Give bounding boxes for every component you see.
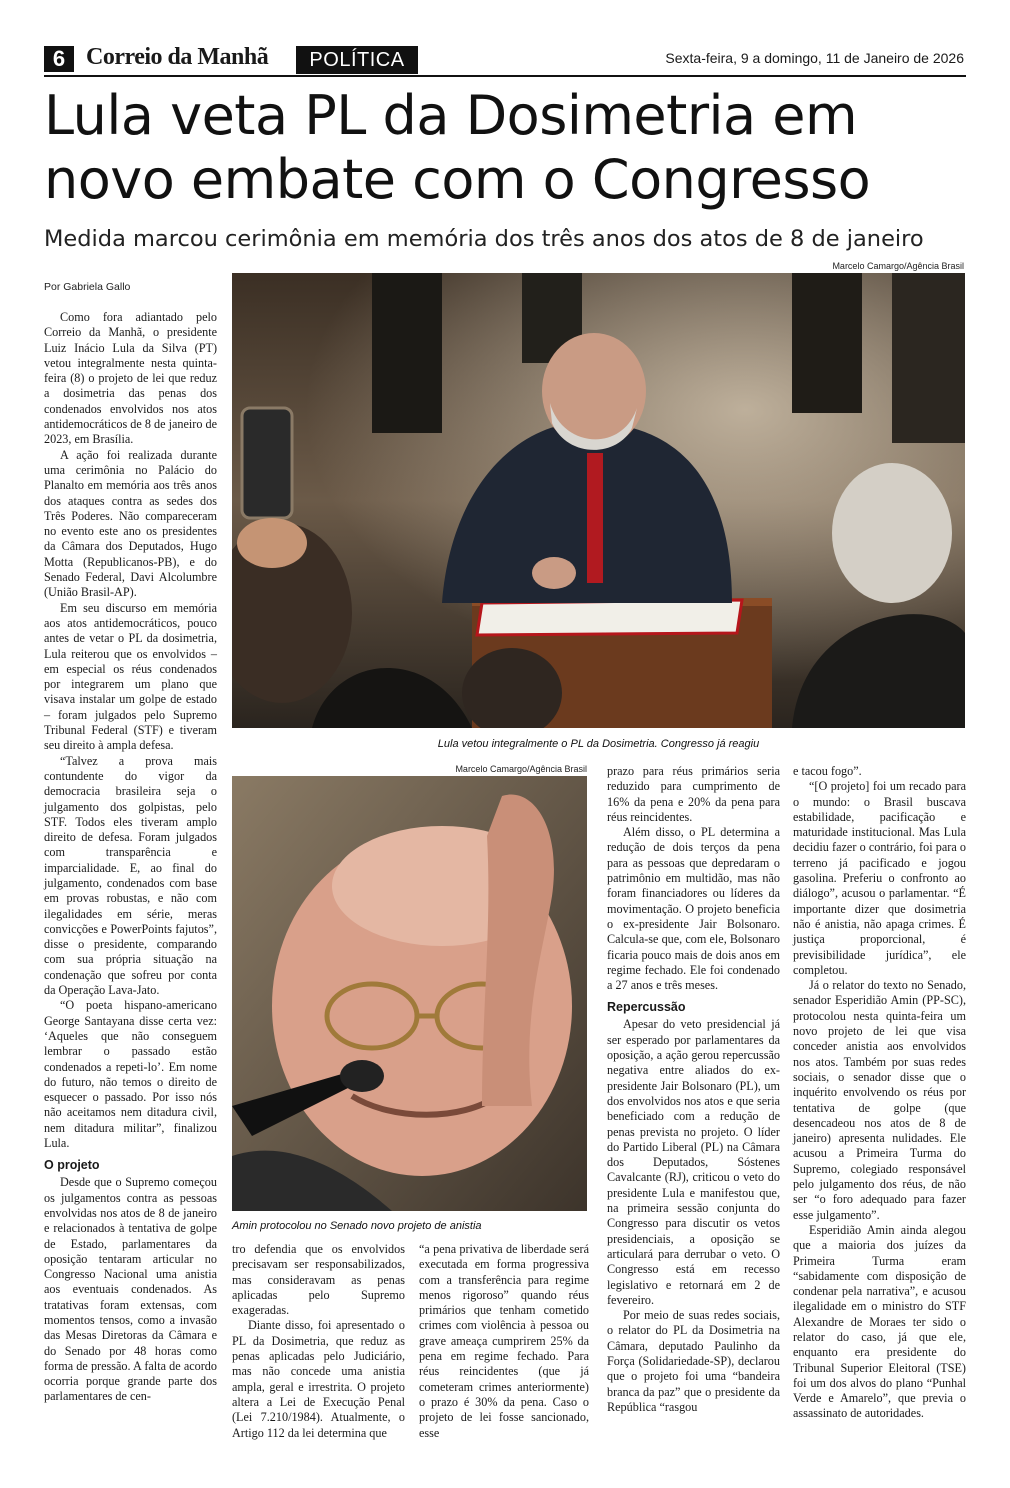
body-column-1 <box>44 310 217 1450</box>
second-photo-image <box>232 776 587 1211</box>
paragraph: Por meio de suas redes sociais, o relator do PL da Dosimetria na Câmara, deputado Paulinho da Força (Solidariedade-SP), declarou que o projeto foi uma “bandeira branca da paz” que o presidente da República “rasgou <box>607 1308 780 1414</box>
paragraph: e tacou fogo”. <box>793 764 862 778</box>
second-photo-credit: Marcelo Camargo/Agência Brasil <box>455 764 587 774</box>
second-photo-caption: Amin protocolou no Senado novo projeto de anistia <box>232 1220 482 1232</box>
paragraph: “O poeta hispano-americano George Santayana disse certa vez: ‘Aqueles que não conseguem lembrar o passado estão condenados a repeti-lo’. Em nome do futuro, não temos o direito de esquecer o passado. Por isso nós não aceitamos nem ditadura civil, nem ditadura militar”, finalizou Lula. <box>44 998 217 1151</box>
paragraph: prazo para réus primários seria reduzido para cumprimento de 16% da pena e 20% da pena para réus reincidentes. <box>607 764 780 824</box>
section-label: POLÍTICA <box>296 46 418 74</box>
paragraph: Apesar do veto presidencial já ser esperado por parlamentares da oposição, a ação gerou repercussão negativa entre aliados do ex-presidente Jair Bolsonaro (PL), um dos envolvidos nos atos e que seria beneficiado com a redução de penas prevista no projeto. O líder do Partido Liberal (PL) na Câmara dos Deputados, Sóstenes Cavalcante (RJ), criticou o veto do presidente Lula e manifestou que, na primeira sessão conjunta do Congresso para discutir os vetos presidenciais, a oposição se articulará para derrubar o veto. O Congresso está em recesso legislativo e retornará em 2 de fevereiro. <box>607 1017 780 1307</box>
masthead-logo: Correio da Manhã <box>86 44 269 70</box>
second-photo <box>232 776 587 1211</box>
page-number: 6 <box>44 46 74 72</box>
main-photo-credit: Marcelo Camargo/Agência Brasil <box>832 261 964 271</box>
paragraph: A ação foi realizada durante uma cerimônia no Palácio do Planalto em memória aos três anos dos ataques contra as sedes dos Três Poderes. Não compareceram no evento este ano os presidentes da Câmara dos Deputados, Hugo Motta (Republicanos-PB), e do Senado Federal, Davi Alcolumbre (União Brasil-AP). <box>44 447 217 600</box>
byline: Por Gabriela Gallo <box>44 281 131 293</box>
body-column-4 <box>607 764 780 1454</box>
subheading: Repercussão <box>607 1000 686 1015</box>
main-photo-caption: Lula vetou integralmente o PL da Dosimetria. Congresso já reagiu <box>437 738 760 750</box>
paragraph: tro defendia que os envolvidos precisavam ser responsabilizados, mas consideravam as penas aplicadas pelo Supremo exageradas. <box>232 1242 405 1318</box>
paragraph: Em seu discurso em memória aos atos antidemocráticos, pouco antes de vetar o PL da dosimetria, Lula reiterou que os envolvidos – em especial os réus condenados por integrarem um plano que visava instalar um golpe de estado – foram julgados pelo Supremo Tribunal Federal (STF) e tiveram seu direito à ampla defesa. <box>44 600 217 753</box>
paragraph: “Talvez a prova mais contundente do vigor da democracia brasileira seja o julgamento dos golpistas, pelo STF. Todos eles tiveram amplo direito de defesa. Foram julgados com transparência e imparcialidade. E, ao final do julgamento, condenados com base em provas robustas, e não com ilegalidades em série, meras convicções e PowerPoints fajutos”, disse o presidente, comparando com sua própria situação na condenação que sofreu por conta da Operação Lava-Jato. <box>44 753 217 998</box>
header-rule <box>44 75 966 77</box>
paragraph: Além disso, o PL determina a redução de dois terços da pena para as pessoas que depredaram o patrimônio em multidão, mas não foram financiadores ou líderes da movimentação. O projeto beneficia o ex-presidente Jair Bolsonaro. Calcula-se que, com ele, Bolsonaro ficaria pouco mais de dois anos em regime fechado. Ele foi condenado a 27 anos e três meses. <box>607 825 780 993</box>
paragraph: “a pena privativa de liberdade será executada em forma progressiva com a transferência para regime menos rigoroso” quando réus primários que tenham cometido crimes com violência à pessoa ou grave ameaça cumprirem 25% da pena em regime fechado. Para réus reincidentes (que já cometeram crimes anteriormente) o prazo é 30% da pena. Caso o projeto de lei fosse sancionado, esse <box>419 1242 589 1440</box>
paragraph: Já o relator do texto no Senado, senador Esperidião Amin (PP-SC), protocolou nesta quinta-feira um novo projeto de lei que visa conceder anistia aos envolvidos nos atos. Também por suas redes sociais, o senador disse que o inquérito envolvendo os réus por tentativa de golpe (que desencadeou nos atos de 8 de janeiro) apresenta nulidades. Ele acusou a Primeira Turma do Supremo, colegiado responsável pelo julgamento dos réus, de não ser “o foro adequado para fazer esse julgamento”. <box>793 978 966 1222</box>
body-column-2 <box>232 1242 405 1452</box>
paragraph: Como fora adiantado pelo Correio da Manhã, o presidente Luiz Inácio Lula da Silva (PT) vetou integralmente nesta quinta-feira (8) o projeto de lei que reduz a dosimetria das penas dos condenados envolvidos nos atos antidemocráticos de 8 de janeiro de 2023, em Brasília. <box>44 310 217 447</box>
main-photo-image <box>232 273 965 728</box>
paragraph: “[O projeto] foi um recado para o mundo: o Brasil buscava estabilidade, pacificação e maturidade institucional. Mas Lula decidiu fazer o contrário, foi para o terreno já pacificado e jogou gasolina. Preferiu o confronto ao diálogo”, acusou o parlamentar. “É importante dizer que dosimetria não é anistia, não apaga crimes. É justiça proporcional, é previsibilidade jurídica”, ele completou. <box>793 779 966 977</box>
paragraph: Desde que o Supremo começou os julgamentos contra as pessoas envolvidas nos atos de 8 de janeiro e relacionados à tentativa de golpe de Estado, parlamentares da oposição tentaram articular no Congresso Nacional uma anistia aos eventuais condenados. As tratativas foram extensas, com momentos tensos, como a invasão das Mesas Diretoras da Câmara e do Senado por 48 horas como forma de pressão. A falta de acordo ocorria porque grande parte dos parlamentares de cen- <box>44 1175 217 1404</box>
subheading: O projeto <box>44 1158 100 1173</box>
paragraph: Diante disso, foi apresentado o PL da Dosimetria, que reduz as penas aplicadas pelo Judiciário, mas não concede uma anistia ampla, geral e irrestrita. O projeto altera a Lei de Execução Penal (Lei 7.210/1984). Atualmente, o Artigo 112 da lei determina que <box>232 1318 405 1440</box>
body-column-5 <box>793 764 966 1454</box>
headline: Lula veta PL da Dosimetria em novo embate com o Congresso <box>44 84 871 211</box>
deck: Medida marcou cerimônia em memória dos três anos dos atos de 8 de janeiro <box>44 226 924 252</box>
dateline: Sexta-feira, 9 a domingo, 11 de Janeiro de 2026 <box>665 50 964 66</box>
paragraph: Esperidião Amin ainda alegou que a maioria dos juízes da Primeira Turma eram “sabidamente com disposição de condenar pela narrativa”, e acusou ilegalidade em o ministro do STF Alexandre de Moraes ter sido o relator do caso, já que ele, enquanto era presidente do Tribunal Superior Eleitoral (TSE) foi um dos alvos do plano “Punhal Verde e Amarelo”, que previa o assassinato de autoridades. <box>793 1222 966 1421</box>
main-photo <box>232 273 965 728</box>
body-column-3 <box>419 1242 589 1452</box>
